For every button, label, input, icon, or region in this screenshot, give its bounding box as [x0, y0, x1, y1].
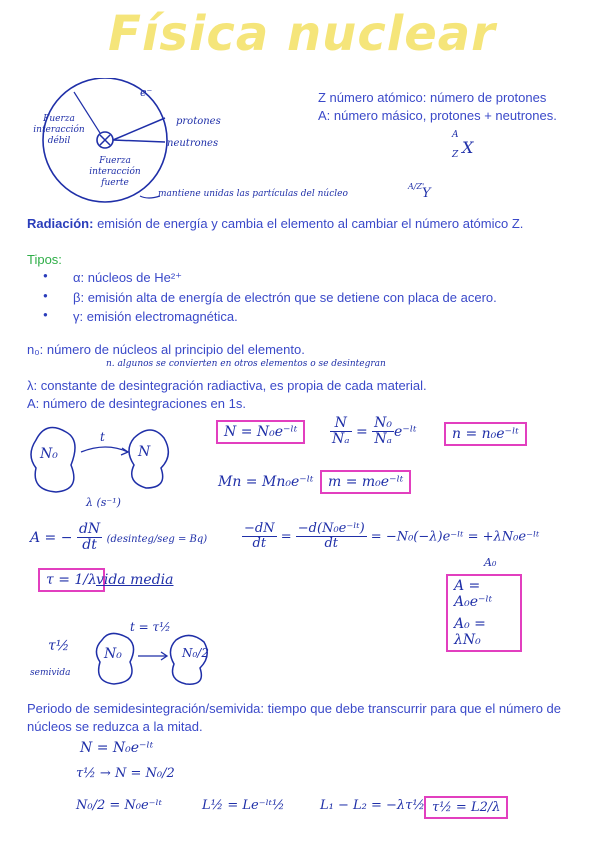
- ratio-lhs-num: N: [330, 416, 352, 432]
- tau-label: vida media: [96, 572, 174, 588]
- deriv-mid: [296, 522, 367, 552]
- decay-n: N: [138, 444, 151, 460]
- halflife-eq3: N₀/2 = N₀e⁻ˡᵗ: [76, 798, 162, 813]
- formula-n-lower: n = n₀e⁻ˡᵗ: [444, 422, 527, 446]
- ratio-rhs: [372, 416, 394, 448]
- tau-half-left: τ½: [48, 638, 70, 654]
- radiation-label: Radiación:: [27, 216, 94, 231]
- notation-x: X: [462, 138, 474, 157]
- deriv-rhs: = −N₀(−λ)e⁻ˡᵗ: [370, 529, 464, 545]
- halflife-eq4: L½ = Le⁻ˡᵗ½: [202, 798, 285, 813]
- halflife-eq2: τ½ → N = N₀/2: [76, 766, 175, 781]
- z-definition: Z número atómico: número de protones: [318, 90, 547, 105]
- activity-box-line1: A = A₀e⁻ˡᵗ: [454, 578, 493, 610]
- t-equals-label: t = τ½: [130, 620, 171, 634]
- notation-z-sub: Z: [452, 150, 459, 160]
- list-item: ● γ: emisión electromagnética.: [27, 309, 567, 324]
- decay-t: t: [100, 430, 105, 444]
- lambda-definition: λ: constante de desintegración radiactiva, es propia de cada material.: [27, 378, 427, 393]
- decay-n0: N₀: [40, 446, 58, 462]
- deriv-lhs-num: −dN: [244, 521, 275, 536]
- holds-note: mantiene unidas las partículas del núcleo: [158, 189, 348, 199]
- n-note: n. algunos se convierten en otros elementos o se desintegran: [106, 359, 386, 369]
- radiation-text: emisión de energía y cambia el elemento al cambiar el número atómico Z.: [93, 216, 524, 231]
- a-definition: A: número másico, protones + neutrones.: [318, 108, 557, 123]
- ratio-exp: e⁻ˡᵗ: [394, 423, 417, 440]
- semivida-label: semivida: [30, 668, 71, 678]
- notation-a2: A/Z': [408, 182, 425, 191]
- halflife-eq6: τ½ = L2/λ: [424, 796, 508, 819]
- page-title: Física nuclear: [108, 6, 496, 62]
- tau-formula: τ = 1/λ: [38, 568, 105, 592]
- activity-definition: A: número de desintegraciones en 1s.: [27, 396, 246, 411]
- deriv-under: A₀: [484, 556, 497, 569]
- weak-force-label: Fuerza interacción débil: [33, 114, 85, 146]
- deriv-lhs: [242, 522, 277, 552]
- activity-unit: (desinteg/seg = Bq): [106, 533, 208, 545]
- list-item: ● β: emisión alta de energía de electrón que se detiene con placa de acero.: [27, 290, 567, 305]
- ratio-rhs-num: N₀: [374, 415, 393, 431]
- halflife-eq5: L₁ − L₂ = −λτ½: [320, 798, 425, 813]
- electron-label: e⁻: [140, 86, 153, 99]
- lambda-unit: λ (s⁻¹): [86, 496, 121, 509]
- activity-box: [446, 574, 522, 652]
- formula-n-decay: N = N₀e⁻ˡᵗ: [216, 420, 305, 444]
- activity-num: dN: [78, 521, 101, 537]
- derivative-formula: $\frac{-dN}{dt}$ = $\frac{\text{−d(N₀e⁻ˡᵗ)}}{dt}$ = −N₀(−λ)e⁻ˡᵗ = +λN₀e⁻ˡᵗ: [244, 521, 540, 552]
- notation-a-sup: A: [452, 130, 459, 140]
- list-item: ● α: núcleos de He²⁺: [27, 270, 567, 286]
- halflife-definition: Periodo de semidesintegración/semivida: tiempo que debe transcurrir para que el número de núcleos se reduzca a la mitad.: [27, 701, 562, 734]
- notation-y: Y: [422, 186, 431, 201]
- activity-frac: [77, 522, 102, 554]
- tipos-heading: Tipos:: [27, 252, 62, 267]
- halflife-n0-half: N₀/2: [182, 646, 209, 660]
- deriv-mid-den: dt: [324, 536, 338, 552]
- activity-lhs: A = −: [30, 529, 73, 546]
- protons-label: protones: [176, 116, 221, 127]
- tipos-list: [27, 270, 567, 328]
- deriv-mid-num: −d(N₀e⁻ˡᵗ): [297, 521, 365, 536]
- activity-den: dt: [82, 537, 97, 554]
- deriv-final: = +λN₀e⁻ˡᵗ: [467, 529, 540, 545]
- neutrons-label: neutrones: [167, 138, 219, 149]
- ratio-rhs-den: Nₐ: [374, 431, 392, 448]
- deriv-lhs-den: dt: [252, 536, 267, 552]
- activity-box-line2: A₀ = λN₀: [454, 616, 486, 648]
- n0-definition: n₀: número de núcleos al principio del elemento.: [27, 342, 305, 357]
- formula-mn: Mn = Mn₀e⁻ˡᵗ: [218, 474, 314, 490]
- radiation-definition: [27, 216, 523, 231]
- formula-ratio: $\frac{N}{\text{Nₐ}}$ = $\frac{\text{N₀}}{\text{Nₐ}}$ e⁻ˡᵗ: [332, 415, 417, 448]
- ratio-lhs: [330, 416, 352, 448]
- strong-force-label: Fuerza interacción fuerte: [89, 156, 141, 188]
- activity-formula: [30, 522, 207, 554]
- halflife-eq1: N = N₀e⁻ˡᵗ: [80, 740, 154, 756]
- halflife-n0: N₀: [104, 646, 122, 662]
- formula-mass: m = m₀e⁻ˡᵗ: [320, 470, 411, 494]
- ratio-lhs-den: Nₐ: [332, 431, 350, 448]
